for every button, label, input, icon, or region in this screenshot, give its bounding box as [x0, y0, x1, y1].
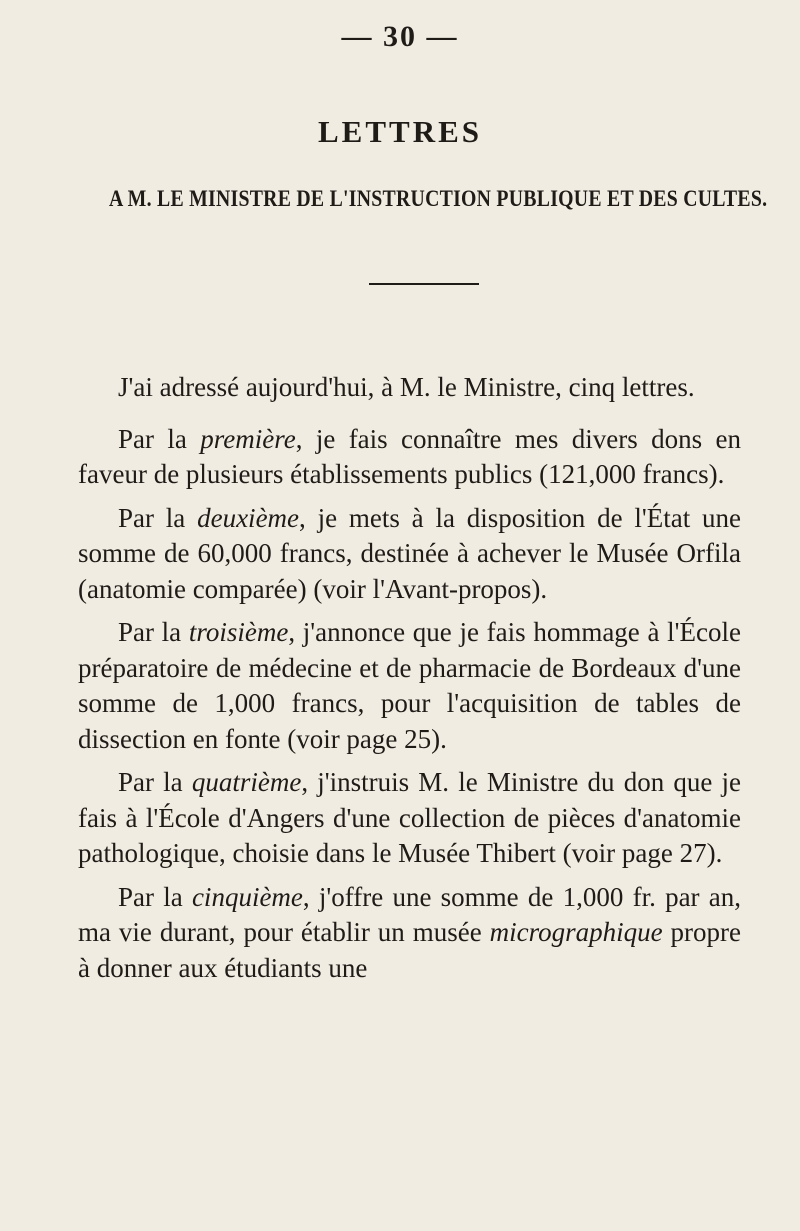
ordinal-emphasis: deuxième — [197, 502, 300, 533]
paragraph-rest-end: propre à donner aux étudiants une — [78, 917, 741, 983]
section-subtitle: A M. LE MINISTRE DE L'INSTRUCTION PUBLIQUE ET DES CULTES. — [109, 186, 768, 211]
ordinal-emphasis: troisième — [188, 617, 289, 647]
paragraph-lead: Par la — [118, 502, 198, 533]
ordinal-emphasis: quatrième — [191, 767, 302, 797]
paragraph-first-letter — [78, 422, 741, 493]
page-number: — 30 — — [341, 20, 459, 53]
paragraph-intro-text: J'ai adressé aujourd'hui, à M. le Ministre, cinq lettres. — [118, 372, 695, 402]
paragraph-lead: Par la — [118, 881, 192, 912]
ordinal-emphasis: cinquième — [191, 881, 303, 912]
paragraph-fifth-letter — [78, 880, 741, 987]
paragraph-lead: Par la — [118, 423, 201, 454]
ordinal-emphasis: première — [200, 423, 296, 454]
paragraph-second-letter — [78, 501, 741, 608]
paragraph-rest: , je mets à la disposition de l'État une somme de 60,000 francs, destinée à achever le Musée Orfila (anatomie comparée) (voir l'Avant-propos). — [78, 502, 741, 604]
paragraph-lead: Par la — [118, 617, 189, 647]
section-divider — [369, 283, 479, 285]
paragraph-rest: , j'offre une somme de 1,000 fr. par an, ma vie durant, pour établir un musée — [78, 881, 742, 947]
paragraph-rest: , j'instruis M. le Ministre du don que je fais à l'École d'Angers d'une collection de pièces d'anatomie pathologique, choisie dans le Musée Thibert (voir page 27). — [78, 767, 741, 868]
paragraph-rest: , j'annonce que je fais hommage à l'École préparatoire de médecine et de pharmacie de Bordeaux d'une somme de 1,000 francs, pour l'acquisition de tables de dissection en fonte (voir page 25). — [78, 617, 741, 754]
body-text — [78, 370, 741, 986]
section-title: LETTRES — [317, 114, 482, 149]
paragraph-rest: , je fais connaître mes divers dons en faveur de plusieurs établissements publics (121,000 francs). — [78, 423, 741, 489]
term-emphasis: micrographique — [489, 917, 663, 947]
paragraph-third-letter — [78, 615, 741, 757]
paragraph-lead: Par la — [118, 767, 192, 797]
paragraph-fourth-letter — [78, 765, 741, 872]
paragraph-intro — [78, 370, 741, 406]
